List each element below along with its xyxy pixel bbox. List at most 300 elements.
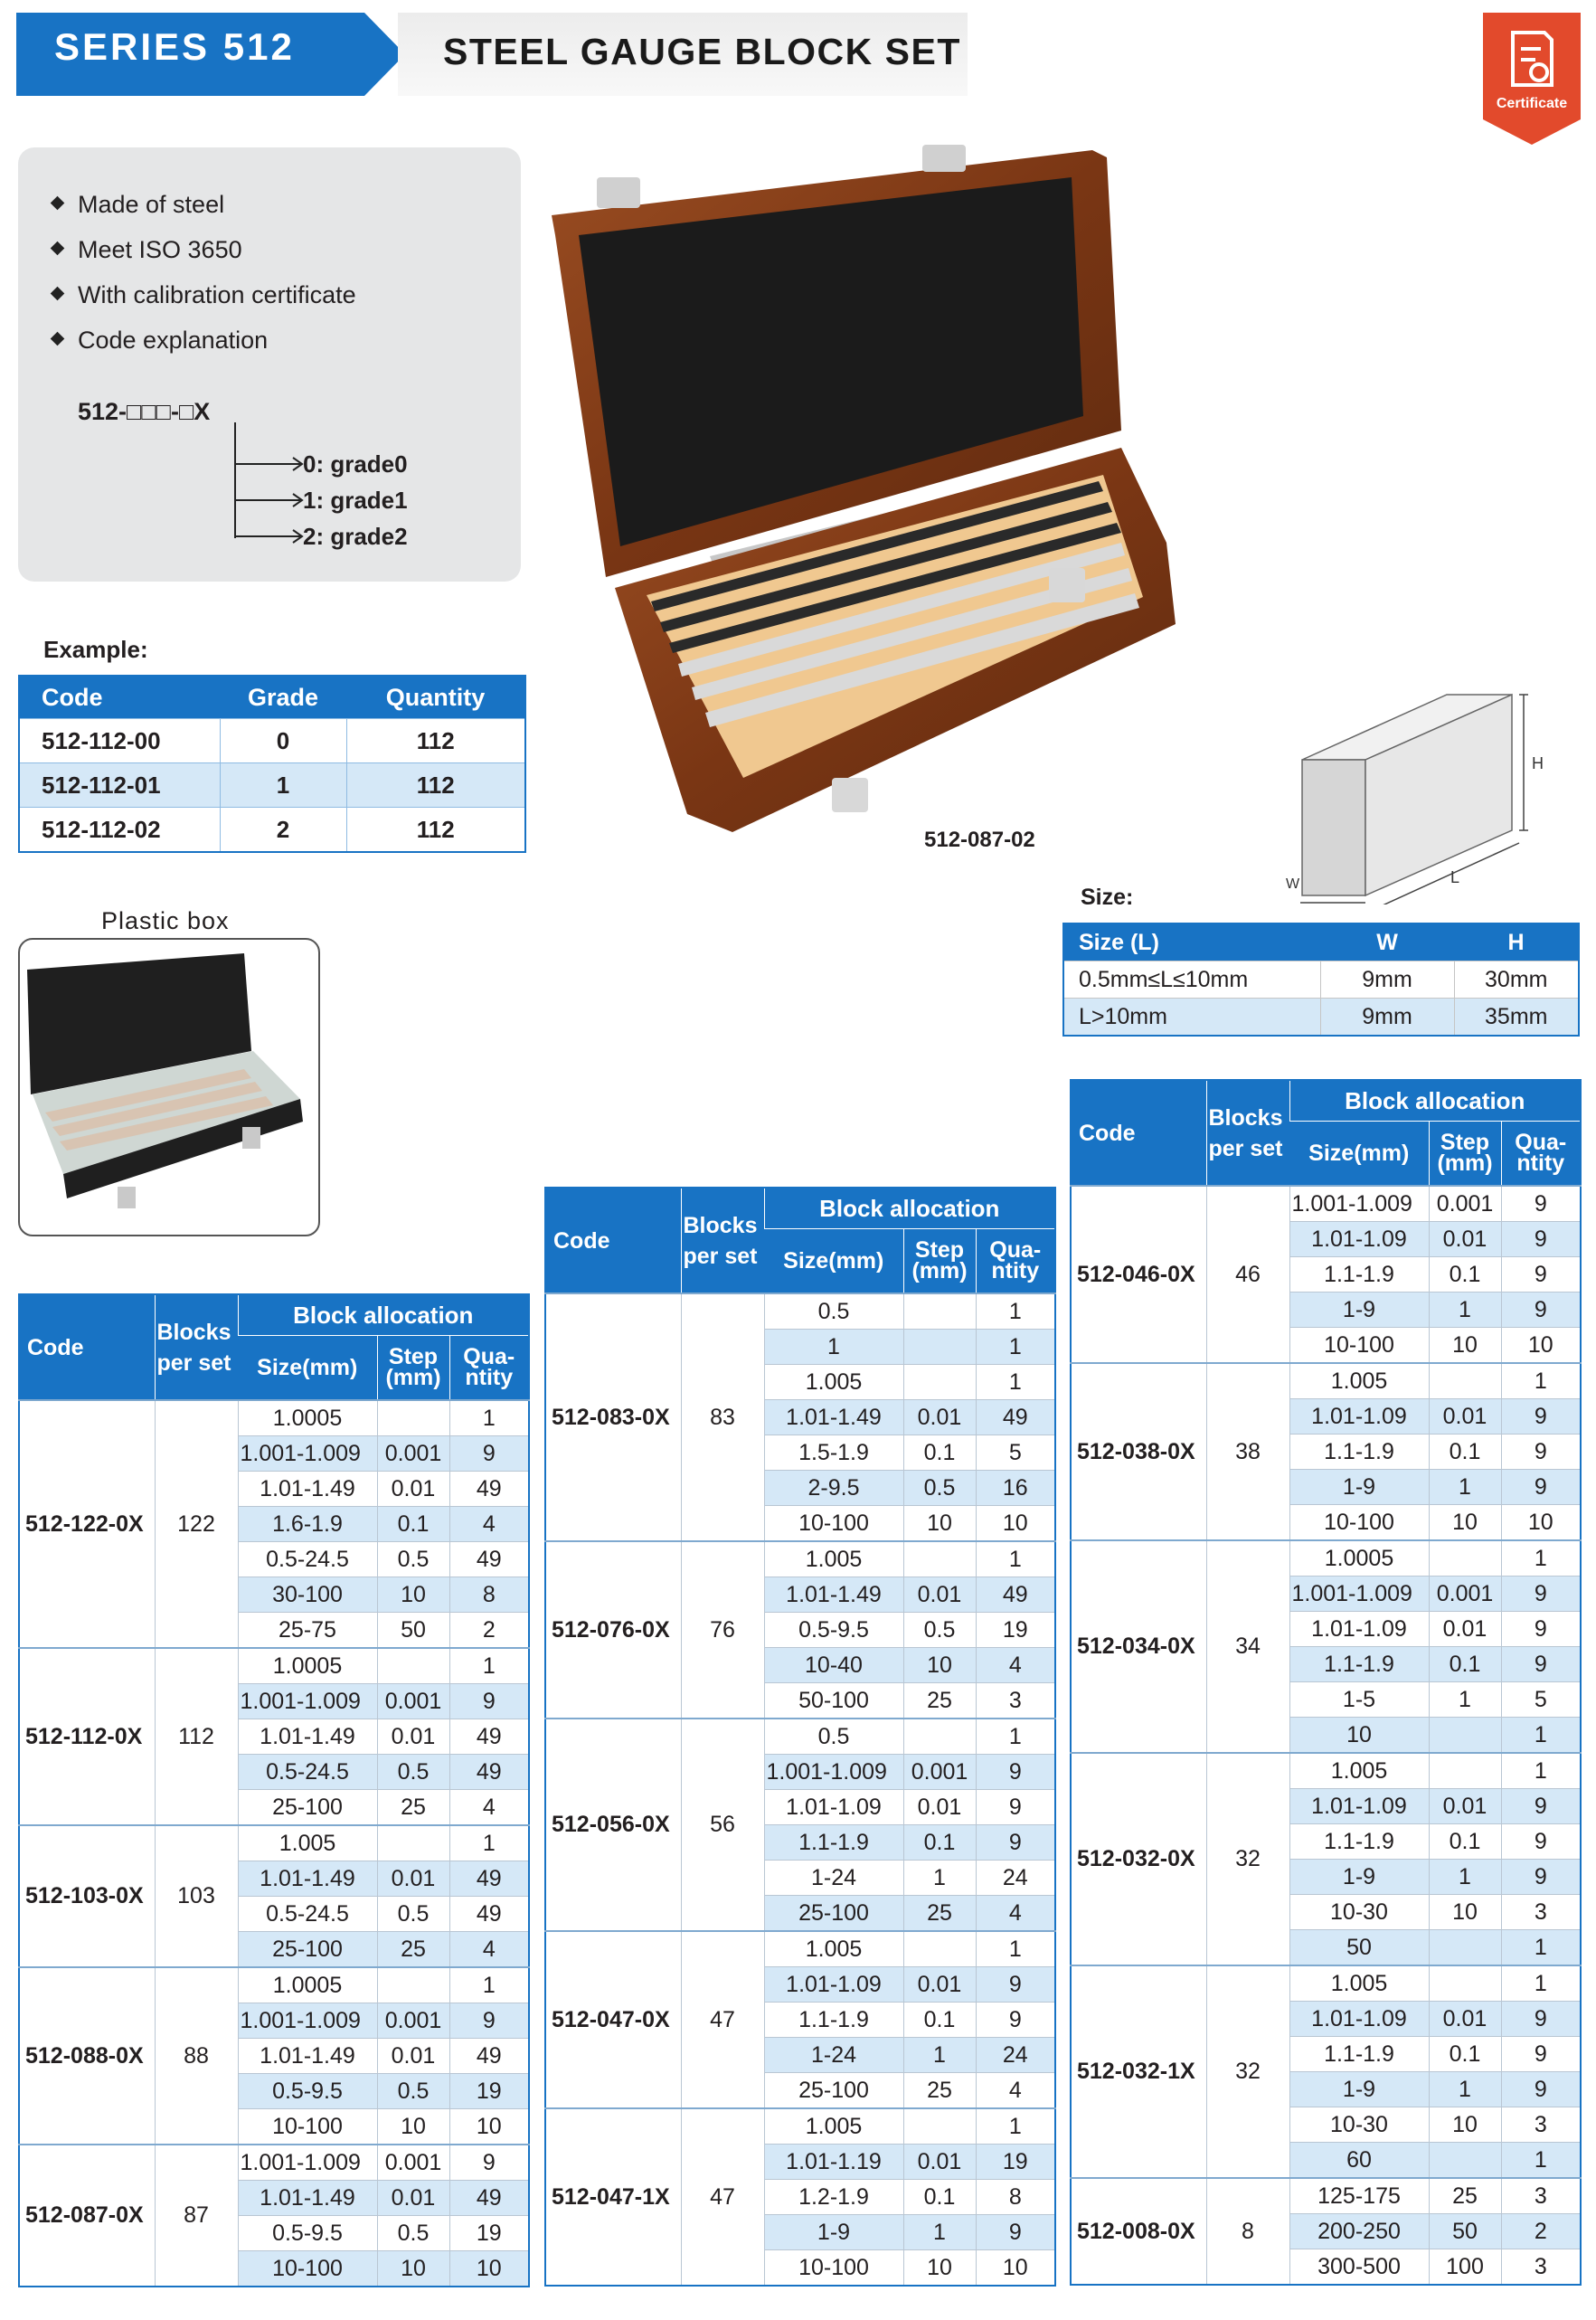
step-cell: 1 <box>1429 1860 1501 1895</box>
step-cell: 0.01 <box>1429 1789 1501 1824</box>
step-cell <box>377 1967 449 2003</box>
code-tree-lines <box>217 421 307 547</box>
step-cell: 0.01 <box>377 1719 449 1755</box>
set-code: 512-103-0X <box>19 1825 155 1967</box>
size-cell: 1.005 <box>764 2108 903 2145</box>
header-allocation: Block allocation <box>1289 1080 1581 1122</box>
step-cell: 0.001 <box>377 1436 449 1472</box>
header-allocation: Block allocation <box>764 1188 1055 1229</box>
quantity-cell: 9 <box>449 2145 529 2181</box>
quantity-cell: 9 <box>976 1967 1055 2003</box>
quantity-cell: 1 <box>976 1719 1055 1755</box>
size-cell: 1.005 <box>764 1931 903 1967</box>
step-cell: 50 <box>1429 2214 1501 2249</box>
quantity-cell: 4 <box>976 2073 1055 2109</box>
header-code: Code <box>545 1188 681 1293</box>
set-code: 512-034-0X <box>1071 1540 1206 1753</box>
size-cell: 1.1-1.9 <box>1289 1824 1429 1860</box>
quantity-cell: 24 <box>976 1861 1055 1896</box>
size-cell: 10-100 <box>1289 1328 1429 1364</box>
size-cell: 1-5 <box>1289 1682 1429 1718</box>
example-cell: 512-112-01 <box>19 763 220 808</box>
set-block-count: 32 <box>1206 1965 1289 2178</box>
size-cell: 1.005 <box>1289 1363 1429 1399</box>
step-cell <box>1429 1965 1501 2002</box>
quantity-cell: 5 <box>976 1435 1055 1471</box>
size-cell: 25-75 <box>238 1613 377 1649</box>
step-cell <box>1429 1718 1501 1754</box>
size-cell: 1.0005 <box>238 1648 377 1684</box>
header-step <box>903 1229 976 1294</box>
size-cell: 35mm <box>1454 999 1579 1037</box>
quantity-cell: 8 <box>449 1577 529 1613</box>
size-cell: 1.01-1.09 <box>1289 1789 1429 1824</box>
size-cell: 1-9 <box>1289 1470 1429 1505</box>
quantity-cell: 10 <box>976 1506 1055 1542</box>
quantity-cell: 9 <box>976 1825 1055 1861</box>
step-cell: 10 <box>903 1648 976 1683</box>
size-cell: 1.0005 <box>238 1400 377 1436</box>
set-code: 512-083-0X <box>545 1293 681 1541</box>
size-cell: 1.1-1.9 <box>1289 1647 1429 1682</box>
quantity-cell: 9 <box>1501 1789 1581 1824</box>
header-blocks <box>681 1188 764 1293</box>
table-row <box>19 2145 529 2181</box>
product-caption: 512-087-02 <box>924 828 1035 852</box>
quantity-cell: 1 <box>449 1400 529 1436</box>
size-cell: 1-9 <box>1289 2072 1429 2107</box>
quantity-cell: 9 <box>976 2215 1055 2250</box>
step-cell: 0.5 <box>377 1542 449 1577</box>
size-label: Size: <box>1081 885 1134 910</box>
step-cell: 0.001 <box>377 2003 449 2039</box>
quantity-cell: 4 <box>449 1790 529 1826</box>
table-row <box>545 1293 1055 1330</box>
size-cell: 1.001-1.009 <box>238 1684 377 1719</box>
step-cell: 10 <box>1429 2107 1501 2143</box>
header-step-line2: (mm) <box>1437 1151 1493 1176</box>
quantity-cell: 9 <box>1501 1824 1581 1860</box>
set-block-count: 8 <box>1206 2178 1289 2285</box>
step-cell: 0.5 <box>903 1613 976 1648</box>
set-code: 512-032-0X <box>1071 1753 1206 1965</box>
step-cell <box>903 1365 976 1400</box>
size-cell: 1-24 <box>764 1861 903 1896</box>
size-cell: 0.5-9.5 <box>238 2074 377 2109</box>
certificate-badge <box>1483 13 1581 145</box>
step-cell: 0.001 <box>1429 1577 1501 1612</box>
quantity-cell: 9 <box>976 1790 1055 1825</box>
step-cell: 0.1 <box>377 1507 449 1542</box>
size-cell: 25-100 <box>764 1896 903 1932</box>
step-cell: 10 <box>903 1506 976 1542</box>
size-cell: 1.01-1.49 <box>238 1861 377 1897</box>
table-row <box>545 1931 1055 1967</box>
size-cell: 1.01-1.09 <box>1289 2002 1429 2037</box>
step-cell: 0.01 <box>903 1577 976 1613</box>
diagram-h-label: H <box>1532 754 1544 772</box>
table-row <box>19 719 525 763</box>
quantity-cell: 3 <box>1501 1895 1581 1930</box>
set-code: 512-008-0X <box>1071 2178 1206 2285</box>
allocation-table-middle <box>544 1187 1056 2287</box>
set-block-count: 38 <box>1206 1363 1289 1540</box>
quantity-cell: 4 <box>976 1896 1055 1932</box>
step-cell: 0.5 <box>377 1897 449 1932</box>
size-cell: 1-9 <box>764 2215 903 2250</box>
size-cell: 1.0005 <box>1289 1540 1429 1577</box>
size-cell: 1.01-1.09 <box>764 1967 903 2003</box>
header-size: Size(mm) <box>764 1229 903 1294</box>
set-code: 512-112-0X <box>19 1648 155 1825</box>
header-quantity <box>449 1336 529 1401</box>
set-code: 512-076-0X <box>545 1541 681 1719</box>
set-block-count: 87 <box>155 2145 238 2287</box>
step-cell: 0.01 <box>903 2145 976 2180</box>
step-cell: 0.1 <box>1429 1824 1501 1860</box>
size-cell: 1.1-1.9 <box>764 1825 903 1861</box>
header-blocks-line1: Blocks <box>1208 1104 1283 1131</box>
size-cell: 1.001-1.009 <box>238 2003 377 2039</box>
set-block-count: 47 <box>681 2108 764 2286</box>
step-cell: 0.1 <box>903 2180 976 2215</box>
size-cell: 1.01-1.49 <box>238 2181 377 2216</box>
size-header-h: H <box>1454 923 1579 961</box>
set-code: 512-056-0X <box>545 1719 681 1931</box>
set-code: 512-032-1X <box>1071 1965 1206 2178</box>
step-cell: 25 <box>1429 2178 1501 2214</box>
size-cell: 10-100 <box>238 2251 377 2287</box>
quantity-cell: 9 <box>449 1684 529 1719</box>
quantity-cell: 1 <box>976 1293 1055 1330</box>
quantity-cell: 4 <box>449 1507 529 1542</box>
size-cell: 25-100 <box>764 2073 903 2109</box>
size-cell: 300-500 <box>1289 2249 1429 2286</box>
header-blocks-line1: Blocks <box>156 1319 231 1345</box>
table-row <box>1071 1540 1581 1577</box>
size-table <box>1062 923 1580 1037</box>
step-cell: 25 <box>903 1683 976 1719</box>
quantity-cell: 5 <box>1501 1682 1581 1718</box>
table-row <box>1071 1186 1581 1222</box>
header-quantity <box>976 1229 1055 1294</box>
table-row <box>19 808 525 853</box>
size-cell: 1.01-1.49 <box>238 1472 377 1507</box>
table-row <box>19 763 525 808</box>
quantity-cell: 9 <box>976 2003 1055 2038</box>
table-row <box>1071 1753 1581 1789</box>
size-cell: 2-9.5 <box>764 1471 903 1506</box>
feature-item: With calibration certificate <box>52 281 356 309</box>
example-cell: 0 <box>220 719 346 763</box>
step-cell <box>377 1400 449 1436</box>
set-code: 512-087-0X <box>19 2145 155 2287</box>
size-cell: 0.5-9.5 <box>238 2216 377 2251</box>
step-cell: 0.01 <box>377 1472 449 1507</box>
quantity-cell: 1 <box>1501 1930 1581 1966</box>
header-qty-line1: Qua- <box>463 1344 515 1369</box>
step-cell: 0.5 <box>903 1471 976 1506</box>
quantity-cell: 1 <box>1501 1965 1581 2002</box>
step-cell: 0.1 <box>1429 1647 1501 1682</box>
size-cell: 10-40 <box>764 1648 903 1683</box>
quantity-cell: 1 <box>976 1931 1055 1967</box>
quantity-cell: 1 <box>449 1648 529 1684</box>
example-cell: 112 <box>346 763 525 808</box>
quantity-cell: 19 <box>976 1613 1055 1648</box>
header-size: Size(mm) <box>1289 1122 1429 1187</box>
quantity-cell: 24 <box>976 2038 1055 2073</box>
set-code: 512-122-0X <box>19 1400 155 1648</box>
quantity-cell: 49 <box>449 1542 529 1577</box>
allocation-table-right <box>1070 1079 1582 2286</box>
size-cell: 50 <box>1289 1930 1429 1966</box>
step-cell: 25 <box>377 1790 449 1826</box>
grade-option: 1: grade1 <box>303 487 408 514</box>
quantity-cell: 19 <box>976 2145 1055 2180</box>
example-header-quantity: Quantity <box>346 676 525 719</box>
size-cell: 1.01-1.19 <box>764 2145 903 2180</box>
size-cell: 10-100 <box>764 1506 903 1542</box>
block-dimension-diagram <box>1248 687 1573 904</box>
step-cell <box>903 2108 976 2145</box>
example-cell: 1 <box>220 763 346 808</box>
size-header-l: Size (L) <box>1063 923 1320 961</box>
size-cell: 1.005 <box>1289 1753 1429 1789</box>
header-blocks-line2: per set <box>683 1243 758 1269</box>
size-cell: 10-30 <box>1289 1895 1429 1930</box>
header-step-line2: (mm) <box>385 1365 441 1390</box>
plastic-box-image <box>27 950 307 1221</box>
size-cell: 0.5mm≤L≤10mm <box>1063 961 1320 999</box>
set-block-count: 122 <box>155 1400 238 1648</box>
header-allocation: Block allocation <box>238 1294 529 1336</box>
size-cell: 0.5 <box>764 1719 903 1755</box>
step-cell <box>903 1330 976 1365</box>
quantity-cell: 19 <box>449 2216 529 2251</box>
quantity-cell: 9 <box>1501 2037 1581 2072</box>
header-qty-line1: Qua- <box>989 1237 1042 1263</box>
diagram-w-label: W <box>1286 876 1300 892</box>
size-cell: 1 <box>764 1330 903 1365</box>
quantity-cell: 4 <box>976 1648 1055 1683</box>
quantity-cell: 49 <box>449 1719 529 1755</box>
size-cell: 1.01-1.49 <box>764 1577 903 1613</box>
step-cell: 10 <box>377 2109 449 2145</box>
step-cell: 25 <box>377 1932 449 1968</box>
step-cell <box>1429 2143 1501 2179</box>
set-code: 512-038-0X <box>1071 1363 1206 1540</box>
set-block-count: 34 <box>1206 1540 1289 1753</box>
step-cell <box>1429 1363 1501 1399</box>
example-cell: 512-112-02 <box>19 808 220 853</box>
size-cell: 1.01-1.49 <box>238 1719 377 1755</box>
step-cell <box>903 1293 976 1330</box>
quantity-cell: 1 <box>1501 1540 1581 1577</box>
size-cell: 9mm <box>1320 961 1454 999</box>
quantity-cell: 10 <box>1501 1505 1581 1541</box>
step-cell: 0.01 <box>377 2039 449 2074</box>
table-row <box>1071 1965 1581 2002</box>
size-cell: 1.01-1.09 <box>1289 1399 1429 1435</box>
quantity-cell: 16 <box>976 1471 1055 1506</box>
size-cell: 0.5-24.5 <box>238 1897 377 1932</box>
quantity-cell: 9 <box>1501 1293 1581 1328</box>
quantity-cell: 1 <box>449 1825 529 1861</box>
step-cell: 1 <box>1429 1682 1501 1718</box>
example-table <box>18 675 526 853</box>
example-cell: 112 <box>346 719 525 763</box>
header-blocks <box>155 1294 238 1400</box>
allocation-table-left <box>18 1293 530 2287</box>
header-qty-line2: ntity <box>991 1258 1040 1283</box>
diagram-l-label: L <box>1450 868 1460 886</box>
size-cell: 30-100 <box>238 1577 377 1613</box>
quantity-cell: 49 <box>976 1400 1055 1435</box>
quantity-cell: 49 <box>449 1861 529 1897</box>
size-cell: 1.01-1.09 <box>764 1790 903 1825</box>
quantity-cell: 3 <box>976 1683 1055 1719</box>
table-row <box>545 1541 1055 1577</box>
size-cell: 1.2-1.9 <box>764 2180 903 2215</box>
step-cell: 0.01 <box>1429 1399 1501 1435</box>
size-cell: 50-100 <box>764 1683 903 1719</box>
header-step-line1: Step <box>914 1237 965 1263</box>
quantity-cell: 1 <box>1501 1363 1581 1399</box>
step-cell: 25 <box>903 2073 976 2109</box>
table-row <box>1071 1363 1581 1399</box>
quantity-cell: 10 <box>976 2250 1055 2287</box>
size-cell: 1.5-1.9 <box>764 1435 903 1471</box>
table-row <box>1071 2178 1581 2214</box>
step-cell: 0.1 <box>903 2003 976 2038</box>
header-blocks-line2: per set <box>156 1349 231 1376</box>
example-header-grade: Grade <box>220 676 346 719</box>
header-blocks <box>1206 1080 1289 1186</box>
header-quantity <box>1501 1122 1581 1187</box>
table-row <box>1063 999 1579 1037</box>
size-cell: 1.1-1.9 <box>764 2003 903 2038</box>
quantity-cell: 9 <box>1501 1612 1581 1647</box>
step-cell: 0.1 <box>1429 1257 1501 1293</box>
set-code: 512-088-0X <box>19 1967 155 2145</box>
size-cell: 0.5-9.5 <box>764 1613 903 1648</box>
step-cell: 10 <box>1429 1505 1501 1541</box>
quantity-cell: 1 <box>449 1967 529 2003</box>
size-cell: 10-100 <box>238 2109 377 2145</box>
step-cell: 1 <box>1429 2072 1501 2107</box>
step-cell: 1 <box>903 2215 976 2250</box>
step-cell: 0.1 <box>903 1825 976 1861</box>
size-cell: 1.005 <box>1289 1965 1429 2002</box>
step-cell: 0.01 <box>903 1400 976 1435</box>
quantity-cell: 1 <box>1501 1718 1581 1754</box>
quantity-cell: 49 <box>976 1577 1055 1613</box>
size-cell: 0.5-24.5 <box>238 1755 377 1790</box>
quantity-cell: 9 <box>976 1755 1055 1790</box>
plastic-box-caption: Plastic box <box>101 907 230 934</box>
example-cell: 512-112-00 <box>19 719 220 763</box>
size-cell: 10 <box>1289 1718 1429 1754</box>
size-cell: 1-9 <box>1289 1293 1429 1328</box>
table-row <box>19 1648 529 1684</box>
header-qty-line2: ntity <box>1516 1151 1565 1176</box>
size-cell: L>10mm <box>1063 999 1320 1037</box>
code-pattern: 512-□□□-□X <box>78 398 211 425</box>
step-cell: 10 <box>1429 1328 1501 1364</box>
example-label: Example: <box>43 636 148 663</box>
feature-item: Made of steel <box>52 191 224 219</box>
set-block-count: 46 <box>1206 1186 1289 1363</box>
quantity-cell: 49 <box>449 1897 529 1932</box>
set-code: 512-047-0X <box>545 1931 681 2108</box>
header-code: Code <box>1071 1080 1206 1186</box>
step-cell: 0.5 <box>377 2074 449 2109</box>
table-row <box>1063 961 1579 999</box>
quantity-cell: 3 <box>1501 2249 1581 2286</box>
step-cell: 0.1 <box>903 1435 976 1471</box>
quantity-cell: 49 <box>449 1472 529 1507</box>
step-cell: 0.001 <box>903 1755 976 1790</box>
quantity-cell: 9 <box>449 1436 529 1472</box>
step-cell: 1 <box>1429 1470 1501 1505</box>
set-block-count: 56 <box>681 1719 764 1931</box>
quantity-cell: 4 <box>449 1932 529 1968</box>
example-header-code: Code <box>19 676 220 719</box>
step-cell: 0.001 <box>377 2145 449 2181</box>
step-cell: 1 <box>1429 1293 1501 1328</box>
quantity-cell: 3 <box>1501 2107 1581 2143</box>
header-step-line1: Step <box>1440 1130 1490 1155</box>
header-blocks-line1: Blocks <box>683 1212 758 1238</box>
example-cell: 112 <box>346 808 525 853</box>
grade-option: 0: grade0 <box>303 450 408 478</box>
quantity-cell: 1 <box>976 2108 1055 2145</box>
step-cell <box>1429 1753 1501 1789</box>
quantity-cell: 49 <box>449 2039 529 2074</box>
step-cell: 0.1 <box>1429 1435 1501 1470</box>
quantity-cell: 49 <box>449 2181 529 2216</box>
quantity-cell: 9 <box>1501 1577 1581 1612</box>
set-block-count: 83 <box>681 1293 764 1541</box>
set-block-count: 32 <box>1206 1753 1289 1965</box>
step-cell: 0.01 <box>377 2181 449 2216</box>
quantity-cell: 49 <box>449 1755 529 1790</box>
step-cell: 1 <box>903 1861 976 1896</box>
header-step <box>1429 1122 1501 1187</box>
step-cell <box>1429 1930 1501 1966</box>
size-cell: 1.001-1.009 <box>238 1436 377 1472</box>
size-header-w: W <box>1320 923 1454 961</box>
quantity-cell: 9 <box>1501 1860 1581 1895</box>
set-code: 512-046-0X <box>1071 1186 1206 1363</box>
quantity-cell: 9 <box>1501 1186 1581 1222</box>
size-cell: 1.1-1.9 <box>1289 2037 1429 2072</box>
quantity-cell: 9 <box>1501 1435 1581 1470</box>
set-block-count: 47 <box>681 1931 764 2108</box>
feature-item: Code explanation <box>52 327 268 355</box>
step-cell: 10 <box>1429 1895 1501 1930</box>
size-cell: 200-250 <box>1289 2214 1429 2249</box>
quantity-cell: 1 <box>976 1541 1055 1577</box>
quantity-cell: 9 <box>1501 1222 1581 1257</box>
size-cell: 60 <box>1289 2143 1429 2179</box>
quantity-cell: 19 <box>449 2074 529 2109</box>
quantity-cell: 1 <box>1501 1753 1581 1789</box>
quantity-cell: 10 <box>449 2251 529 2287</box>
step-cell: 0.5 <box>377 2216 449 2251</box>
header-blocks-line2: per set <box>1208 1135 1283 1161</box>
